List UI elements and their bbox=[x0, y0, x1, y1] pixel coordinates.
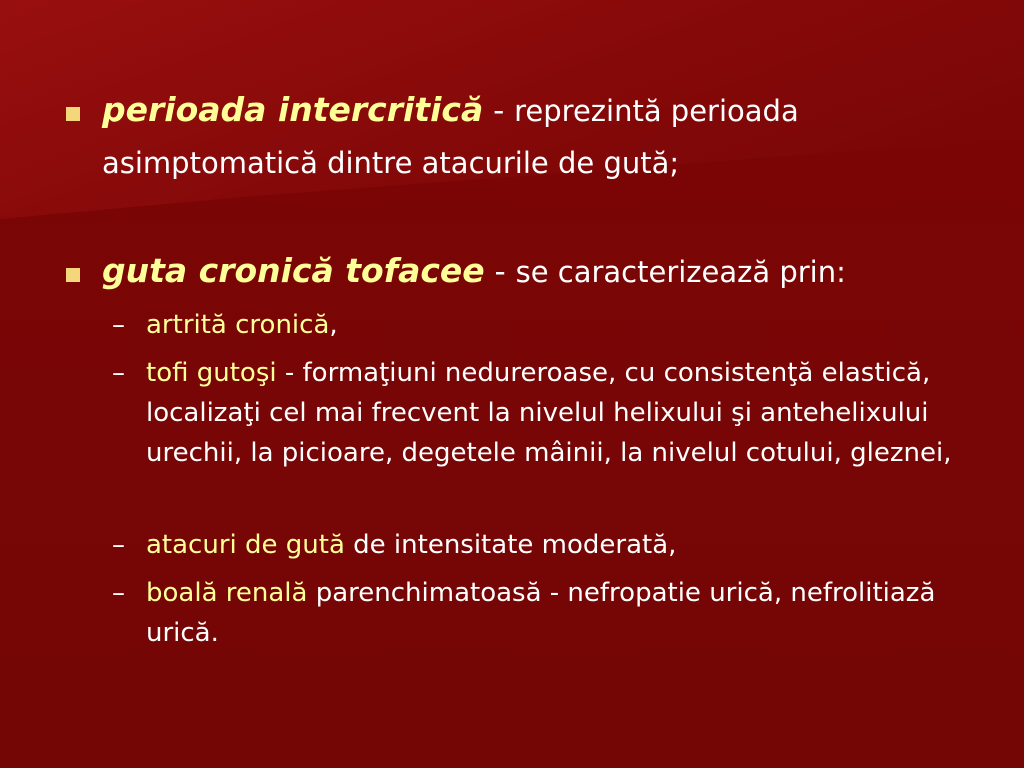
sub-item-boala-renala bbox=[112, 573, 972, 653]
dash-marker: – bbox=[112, 530, 125, 560]
dash-marker: – bbox=[112, 358, 125, 388]
bullet-item-perioada-intercritica bbox=[102, 84, 982, 189]
sub-item-text: parenchimatoasă - nefropatie urică, nefrolitiază urică. bbox=[146, 578, 936, 648]
term-definition: se caracterizează prin: bbox=[515, 255, 846, 289]
sub-item-artrita bbox=[112, 305, 972, 345]
sub-item-highlight: artrită cronică bbox=[146, 310, 330, 340]
square-bullet-icon bbox=[66, 268, 80, 282]
term-end: ; bbox=[669, 146, 680, 180]
sub-item-atacuri bbox=[112, 525, 972, 565]
sub-item-text: , bbox=[329, 310, 338, 340]
square-bullet-icon bbox=[66, 107, 80, 121]
sub-item-highlight: atacuri de gută bbox=[146, 530, 345, 560]
bullet-item-guta-cronica bbox=[102, 245, 982, 298]
dash-marker: – bbox=[112, 310, 125, 340]
term-dash: - bbox=[484, 254, 516, 290]
sub-item-tofi bbox=[112, 353, 972, 473]
term-label: perioada intercritică bbox=[102, 90, 484, 129]
sub-item-highlight: boală renală bbox=[146, 578, 308, 608]
term-label: guta cronică tofacee bbox=[102, 251, 485, 290]
term-definition: reprezintă perioada asimptomatică dintre atacurile de gută bbox=[102, 94, 799, 180]
term-dash: - bbox=[483, 93, 515, 129]
sub-item-highlight: tofi gutoşi bbox=[146, 358, 277, 388]
dash-marker: – bbox=[112, 578, 125, 608]
sub-item-text: de intensitate moderată, bbox=[344, 530, 677, 560]
sub-item-text: - formaţiuni nedureroase, cu consistenţă elastică, localizaţi cel mai frecvent la nivelul helixului şi antehelixului urechii, la picioare, degetele mâinii, la nivelul cotului, gleznei, bbox=[146, 358, 952, 468]
